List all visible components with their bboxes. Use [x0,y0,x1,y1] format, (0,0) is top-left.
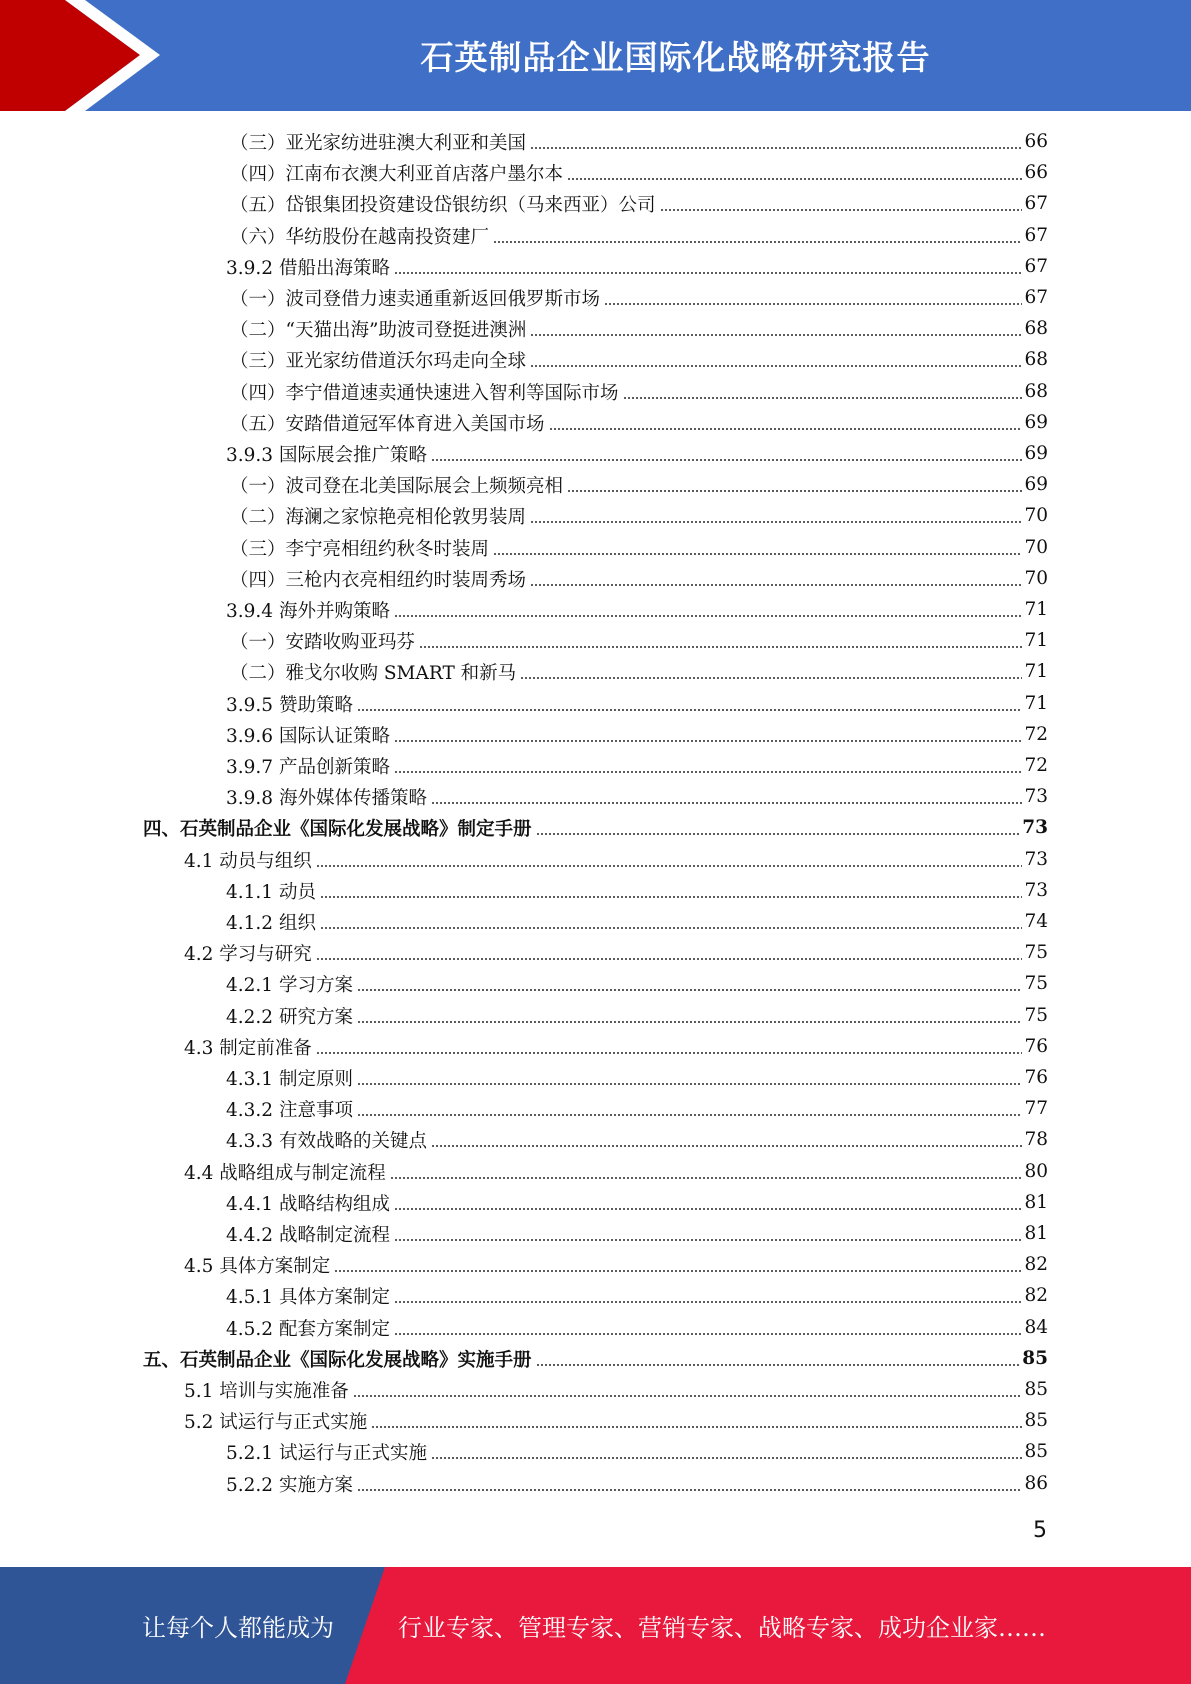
toc-entry-label: 3.9.2 借船出海策略 [226,257,390,279]
toc-entry[interactable] [226,688,1048,719]
toc-dot-leader [530,147,1022,149]
toc-entry[interactable] [230,344,1048,375]
toc-entry-label: （三）亚光家纺进驻澳大利亚和美国 [230,132,527,154]
toc-dot-leader [536,833,1021,835]
toc-entry[interactable] [226,1436,1048,1467]
toc-entry-page: 70 [1024,537,1048,558]
toc-entry-label: 3.9.6 国际认证策略 [226,725,390,747]
page-header [0,0,1191,111]
toc-entry[interactable] [184,1374,1048,1405]
toc-dot-leader [530,365,1022,367]
toc-entry[interactable] [230,126,1048,157]
toc-entry[interactable] [230,563,1048,594]
toc-dot-leader [394,1208,1022,1210]
toc-entry[interactable] [184,844,1048,875]
toc-entry-label: 5.1 培训与实施准备 [184,1380,349,1402]
toc-dot-leader [394,1301,1022,1303]
toc-entry[interactable] [143,812,1048,843]
toc-entry-label: （三）亚光家纺借道沃尔玛走向全球 [230,350,527,372]
toc-entry-page: 84 [1024,1317,1048,1338]
toc-entry-page: 85 [1024,1441,1048,1462]
toc-dot-leader [316,865,1023,867]
toc-entry-label: 4.2 学习与研究 [184,943,312,965]
toc-entry-page: 78 [1024,1129,1048,1150]
toc-dot-leader [394,1239,1022,1241]
toc-entry-page: 68 [1024,381,1048,402]
toc-entry[interactable] [230,407,1048,438]
toc-entry-page: 67 [1024,287,1048,308]
toc-entry-page: 71 [1024,661,1048,682]
toc-entry[interactable] [230,220,1048,251]
toc-entry-page: 66 [1024,131,1048,152]
toc-entry-label: （四）三枪内衣亮相纽约时装周秀场 [230,569,527,591]
toc-entry-label: 4.3.1 制定原则 [226,1068,353,1090]
toc-dot-leader [320,927,1023,929]
toc-entry-page: 71 [1024,599,1048,620]
toc-entry-label: 4.4.1 战略结构组成 [226,1193,390,1215]
toc-entry[interactable] [226,1312,1048,1343]
toc-entry-label: 4.5.2 配套方案制定 [226,1318,390,1340]
page-number: 5 [1033,1518,1047,1543]
toc-dot-leader [334,1270,1022,1272]
toc-entry-label: （一）安踏收购亚玛芬 [230,631,416,653]
toc-entry[interactable] [184,1156,1048,1187]
toc-dot-leader [394,615,1022,617]
toc-dot-leader [660,209,1023,211]
toc-entry[interactable] [184,937,1048,968]
toc-entry-page: 67 [1024,256,1048,277]
footer-slogan-right: 行业专家、管理专家、营销专家、战略专家、成功企业家…… [398,1614,1046,1642]
toc-entry-label: （四）李宁借道速卖通快速进入智利等国际市场 [230,382,619,404]
toc-entry-page: 66 [1024,162,1048,183]
toc-entry-label: （二）“天猫出海”助波司登挺进澳洲 [230,319,527,341]
toc-entry-label: 3.9.8 海外媒体传播策略 [226,787,427,809]
toc-entry-label: 3.9.7 产品创新策略 [226,756,390,778]
toc-entry[interactable] [226,719,1048,750]
toc-entry[interactable] [226,438,1048,469]
toc-entry-page: 80 [1024,1161,1048,1182]
toc-entry[interactable] [226,1093,1048,1124]
toc-entry-label: 五、石英制品企业《国际化发展战略》实施手册 [143,1349,532,1371]
toc-entry[interactable] [230,376,1048,407]
toc-entry[interactable] [230,313,1048,344]
toc-entry-page: 69 [1024,474,1048,495]
toc-entry-page: 68 [1024,349,1048,370]
toc-dot-leader [316,1052,1023,1054]
toc-dot-leader [493,241,1022,243]
toc-entry-label: 3.9.4 海外并购策略 [226,600,390,622]
toc-entry-label: 5.2.1 试运行与正式实施 [226,1442,427,1464]
toc-dot-leader [549,428,1023,430]
toc-dot-leader [493,553,1022,555]
toc-entry-label: 5.2.2 实施方案 [226,1474,353,1496]
toc-entry-label: 4.2.2 研究方案 [226,1006,353,1028]
toc-entry-page: 69 [1024,412,1048,433]
toc-entry-label: 4.4.2 战略制定流程 [226,1224,390,1246]
report-title: 石英制品企业国际化战略研究报告 [420,38,931,77]
toc-entry-label: （二）雅戈尔收购 SMART 和新马 [230,662,517,684]
toc-entry[interactable] [226,781,1048,812]
toc-entry[interactable] [230,656,1048,687]
toc-dot-leader [353,1395,1023,1397]
toc-entry[interactable] [226,251,1048,282]
toc-entry-page: 81 [1024,1223,1048,1244]
toc-entry-page: 73 [1024,849,1048,870]
toc-entry-label: （六）华纺股份在越南投资建厂 [230,226,490,248]
toc-entry[interactable] [184,1405,1048,1436]
toc-dot-leader [536,1364,1021,1366]
toc-entry-page: 70 [1024,505,1048,526]
toc-entry-page: 75 [1024,1005,1048,1026]
toc-entry-label: 4.3.3 有效战略的关键点 [226,1130,427,1152]
toc-entry-label: 4.2.1 学习方案 [226,974,353,996]
toc-entry-label: 四、石英制品企业《国际化发展战略》制定手册 [143,818,532,840]
toc-entry-label: （三）李宁亮相纽约秋冬时装周 [230,538,490,560]
toc-entry-page: 73 [1024,880,1048,901]
toc-dot-leader [371,1426,1022,1428]
toc-entry-page: 76 [1024,1036,1048,1057]
toc-entry-label: 5.2 试运行与正式实施 [184,1411,368,1433]
toc-entry-label: 3.9.3 国际展会推广策略 [226,444,427,466]
toc-entry[interactable] [143,1343,1048,1374]
toc-entry[interactable] [226,1468,1048,1499]
toc-entry-page: 75 [1024,942,1048,963]
toc-entry-page: 71 [1024,693,1048,714]
toc-entry-page: 68 [1024,318,1048,339]
toc-dot-leader [357,709,1023,711]
toc-dot-leader [567,490,1022,492]
toc-entry-label: 4.4 战略组成与制定流程 [184,1162,386,1184]
toc-dot-leader [530,584,1022,586]
toc-entry-page: 70 [1024,568,1048,589]
toc-entry[interactable] [226,1124,1048,1155]
toc-entry-label: （二）海澜之家惊艳亮相伦敦男装周 [230,506,527,528]
toc-entry-label: 4.5 具体方案制定 [184,1255,331,1277]
toc-entry[interactable] [230,500,1048,531]
toc-entry-label: 4.3.2 注意事项 [226,1099,353,1121]
toc-entry-page: 67 [1024,225,1048,246]
toc-entry[interactable] [230,469,1048,500]
toc-dot-leader [419,646,1022,648]
toc-entry-page: 77 [1024,1098,1048,1119]
page-footer [0,1567,1191,1684]
toc-entry[interactable] [226,1062,1048,1093]
toc-dot-leader [431,1457,1022,1459]
toc-entry-label: 3.9.5 赞助策略 [226,694,353,716]
toc-entry-page: 69 [1024,443,1048,464]
toc-entry-page: 82 [1024,1285,1048,1306]
toc-entry-page: 73 [1024,786,1048,807]
toc-entry-page: 74 [1024,911,1048,932]
toc-entry[interactable] [226,1000,1048,1031]
toc-dot-leader [520,677,1022,679]
toc-entry[interactable] [184,1249,1048,1280]
toc-entry-label: 4.5.1 具体方案制定 [226,1286,390,1308]
toc-entry[interactable] [230,625,1048,656]
toc-entry-label: （四）江南布衣澳大利亚首店落户墨尔本 [230,163,564,185]
toc-dot-leader [530,334,1022,336]
toc-dot-leader [604,303,1022,305]
toc-entry-page: 82 [1024,1254,1048,1275]
toc-dot-leader [394,740,1022,742]
toc-entry-label: 4.1.1 动员 [226,881,316,903]
toc-entry-label: （一）波司登在北美国际展会上频频亮相 [230,475,564,497]
toc-entry-label: 4.3 制定前准备 [184,1037,312,1059]
toc-dot-leader [431,459,1022,461]
toc-entry-label: （五）安踏借道冠军体育进入美国市场 [230,413,545,435]
footer-slogan-left: 让每个人都能成为 [142,1614,334,1642]
toc-dot-leader [320,896,1023,898]
toc-entry[interactable] [230,282,1048,313]
toc-dot-leader [431,1145,1022,1147]
toc-entry[interactable] [226,1280,1048,1311]
toc-entry[interactable] [226,875,1048,906]
toc-dot-leader [567,178,1022,180]
toc-dot-leader [357,989,1023,991]
toc-entry[interactable] [226,1187,1048,1218]
toc-entry-page: 71 [1024,630,1048,651]
toc-entry-page: 85 [1024,1379,1048,1400]
toc-entry-page: 81 [1024,1192,1048,1213]
toc-entry-page: 85 [1022,1348,1048,1369]
toc-entry[interactable] [230,188,1048,219]
toc-entry[interactable] [184,1031,1048,1062]
toc-dot-leader [623,397,1023,399]
toc-entry[interactable] [226,594,1048,625]
toc-entry-page: 86 [1024,1473,1048,1494]
toc-entry[interactable] [226,906,1048,937]
toc-entry-label: （一）波司登借力速卖通重新返回俄罗斯市场 [230,288,601,310]
toc-entry-page: 72 [1024,755,1048,776]
toc-entry-label: 4.1 动员与组织 [184,850,312,872]
toc-entry-page: 67 [1024,193,1048,214]
toc-entry-page: 76 [1024,1067,1048,1088]
toc-entry[interactable] [230,532,1048,563]
toc-entry[interactable] [226,968,1048,999]
toc-entry[interactable] [226,750,1048,781]
toc-entry-page: 85 [1024,1410,1048,1431]
toc-entry-page: 72 [1024,724,1048,745]
toc-dot-leader [431,802,1022,804]
toc-dot-leader [357,1114,1023,1116]
toc-dot-leader [357,1021,1023,1023]
toc-entry-page: 73 [1022,817,1048,838]
toc-dot-leader [357,1489,1023,1491]
toc-dot-leader [394,272,1022,274]
toc-entry-label: 4.1.2 组织 [226,912,316,934]
toc-dot-leader [316,958,1023,960]
toc-dot-leader [390,1177,1023,1179]
toc-dot-leader [530,521,1022,523]
toc-entry-label: （五）岱银集团投资建设岱银纺织（马来西亚）公司 [230,194,656,216]
toc-dot-leader [394,771,1022,773]
toc-entry[interactable] [226,1218,1048,1249]
toc-entry[interactable] [230,157,1048,188]
header-arrow-decoration [0,0,160,111]
toc-entry-page: 75 [1024,973,1048,994]
toc-dot-leader [394,1333,1022,1335]
toc-dot-leader [357,1083,1023,1085]
